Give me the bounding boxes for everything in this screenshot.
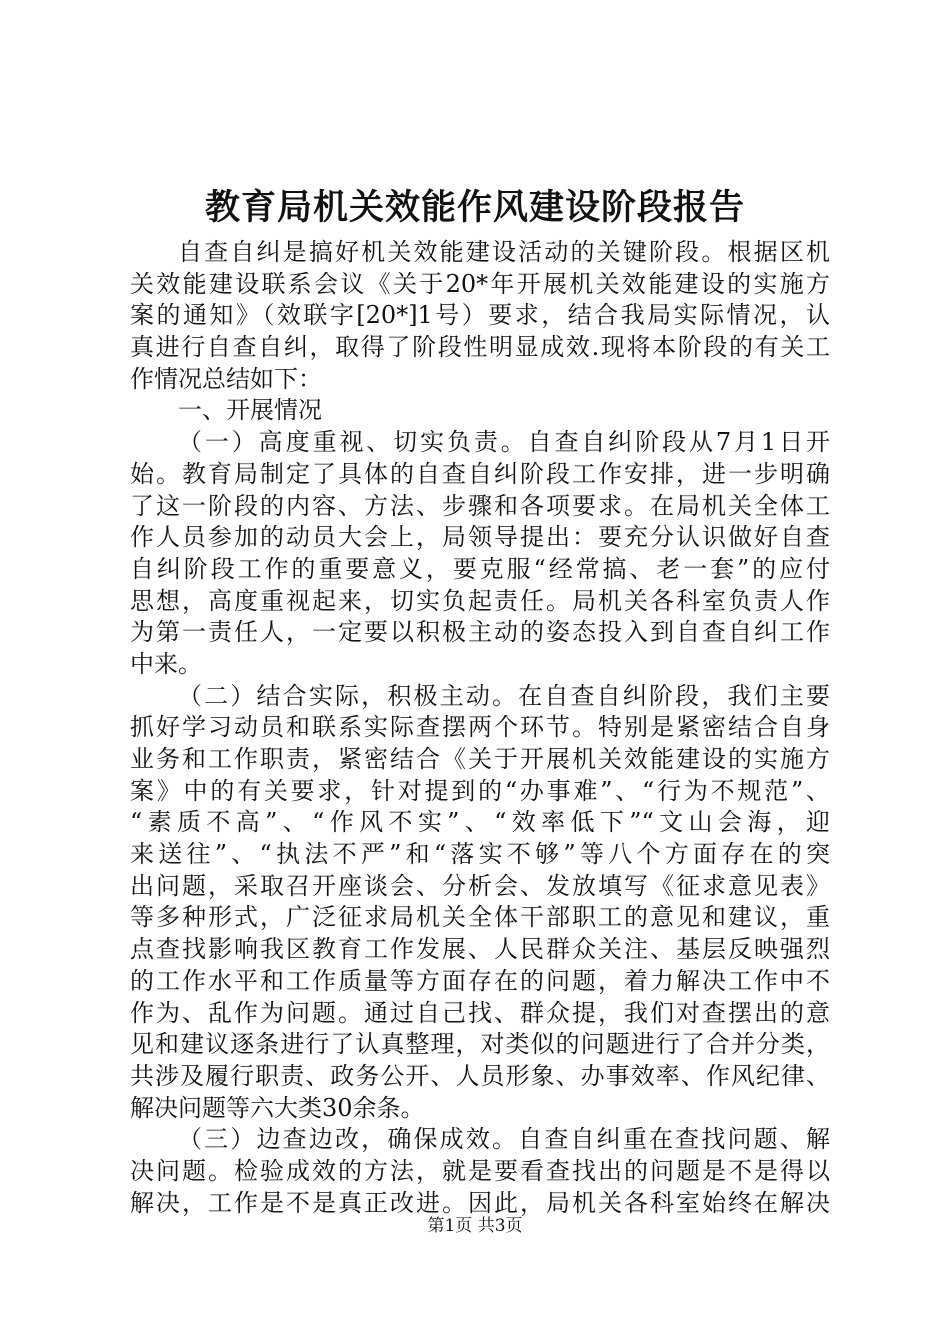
text-line: 的工作水平和工作质量等方面存在的问题，着力解决工作中不 [130, 966, 830, 995]
text-line: 自纠阶段工作的重要意义，要克服“经常搞、老一套”的应付 [130, 554, 830, 583]
text-line: 业务和工作职责，紧密结合《关于开展机关效能建设的实施方 [130, 745, 830, 773]
text-line: 共涉及履行职责、政务公开、人员形象、办事效率、作风纪律、 [130, 1061, 830, 1090]
text-line: 自查自纠是搞好机关效能建设活动的关键阶段。根据区机 [178, 238, 830, 266]
text-line: 了这一阶段的内容、方法、步骤和各项要求。在局机关全体工 [130, 491, 830, 520]
document-title: 教育局机关效能作风建设阶段报告 [204, 187, 745, 228]
text-line: 始。教育局制定了具体的自查自纠阶段工作安排，进一步明确 [130, 459, 830, 488]
text-line: 中来。 [130, 649, 202, 678]
text-line: 解决问题等六大类30余条。 [130, 1093, 425, 1122]
document-body [130, 237, 830, 1219]
text-line: 作人员参加的动员大会上，局领导提出：要充分认识做好自查 [130, 523, 830, 552]
text-line: 案》中的有关要求，针对提到的“办事难”、“行为不规范”、 [130, 776, 830, 805]
text-line: “素质不高”、“作风不实”、“效率低下”“文山会海，迎 [130, 808, 830, 837]
text-line: 决问题。检验成效的方法，就是要看查找出的问题是不是得以 [130, 1156, 830, 1185]
section-heading: 一、开展情况 [178, 396, 322, 425]
text-line: 来送往”、“执法不严”和“落实不够”等八个方面存在的突 [130, 840, 830, 869]
text-line: 案的通知》（效联字[20*]1号）要求，结合我局实际情况，认 [130, 301, 830, 330]
text-line: 思想，高度重视起来，切实负起责任。局机关各科室负责人作 [130, 586, 830, 615]
text-line: 作情况总结如下： [130, 364, 322, 393]
text-line: 等多种形式，广泛征求局机关全体干部职工的意见和建议，重 [130, 903, 830, 932]
text-line: （二）结合实际，积极主动。在自查自纠阶段，我们主要 [178, 681, 830, 710]
text-line: 解决，工作是不是真正改进。因此，局机关各科室始终在解决 [130, 1188, 830, 1217]
text-line: 作为、乱作为问题。通过自己找、群众提，我们对查摆出的意 [130, 998, 830, 1027]
text-line: 点查找影响我区教育工作发展、人民群众关注、基层反映强烈 [130, 935, 830, 964]
text-line: （三）边查边改，确保成效。自查自纠重在查找问题、解 [178, 1125, 830, 1154]
text-line: 真进行自查自纠，取得了阶段性明显成效.现将本阶段的有关工 [130, 333, 830, 362]
text-line: 抓好学习动员和联系实际查摆两个环节。特别是紧密结合自身 [130, 713, 830, 742]
text-line: 见和建议逐条进行了认真整理，对类似的问题进行了合并分类， [130, 1030, 830, 1059]
text-line: （一）高度重视、切实负责。自查自纠阶段从7月1日开 [178, 428, 830, 457]
text-line: 为第一责任人，一定要以积极主动的姿态投入到自查自纠工作 [130, 618, 830, 647]
text-line: 出问题，采取召开座谈会、分析会、发放填写《征求意见表》 [130, 871, 830, 900]
text-line: 关效能建设联系会议《关于20*年开展机关效能建设的实施方 [130, 269, 830, 298]
page-footer: 第1页 共3页 [427, 1216, 523, 1236]
